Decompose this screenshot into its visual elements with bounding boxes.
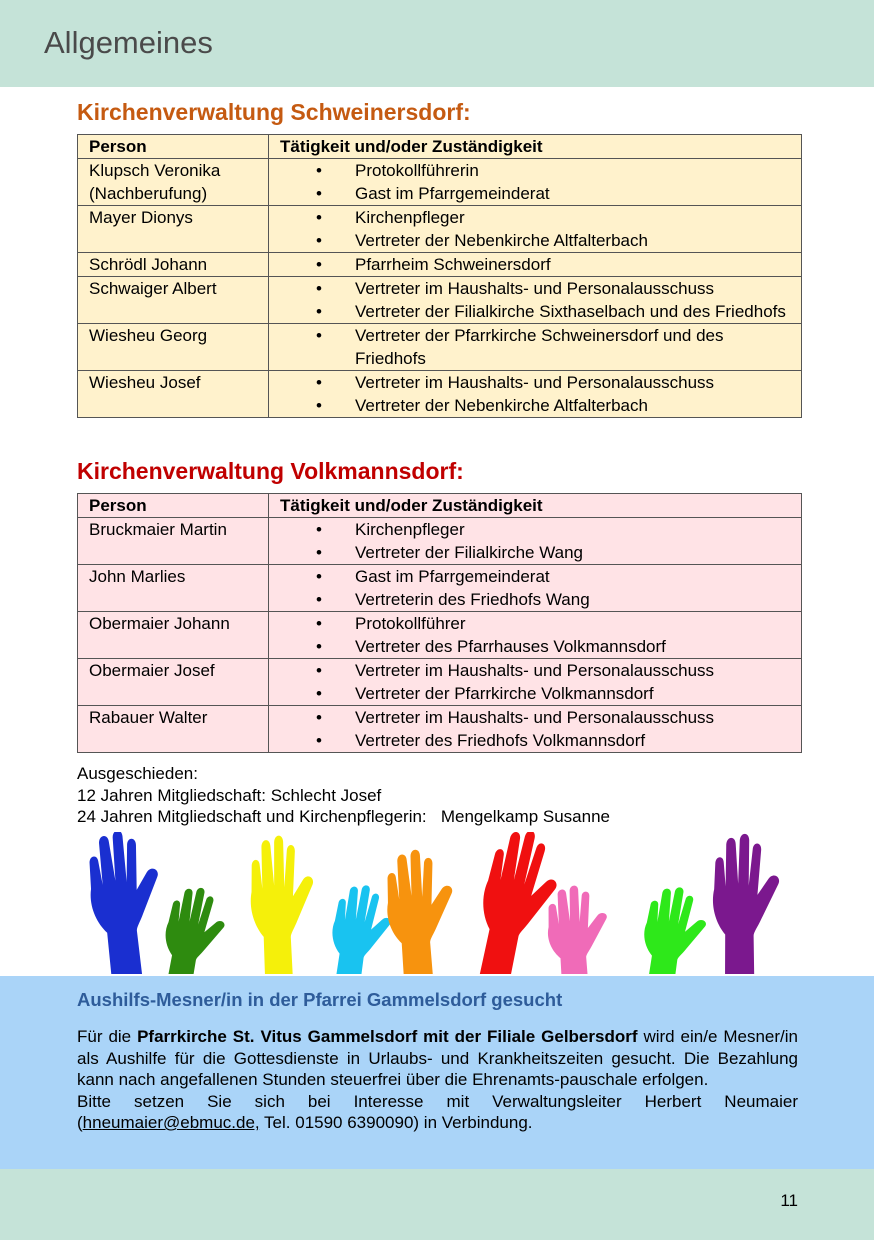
person-name: Bruckmaier Martin	[89, 520, 227, 539]
task-item: • Vertreter des Pfarrhauses Volkmannsdorf	[280, 635, 795, 658]
task-item: • Gast im Pfarrgemeinderat	[280, 182, 795, 205]
person-cell	[78, 371, 269, 418]
column-header-person: Person	[78, 135, 269, 159]
notice-text: Für die	[77, 1027, 138, 1046]
task-cell	[269, 706, 802, 753]
notice-box	[0, 976, 874, 1169]
person-name: Schrödl Johann	[89, 255, 208, 274]
task-item: • Gast im Pfarrgemeinderat	[280, 565, 795, 588]
task-list	[280, 612, 795, 658]
person-name: Klupsch Veronika	[89, 161, 221, 180]
person-name: Obermaier Josef	[89, 661, 215, 680]
hand-icon	[711, 833, 783, 974]
task-item: • Vertreter der Nebenkirche Altfalterbach	[280, 229, 795, 252]
page-footer	[0, 1169, 874, 1240]
notice-bold-text: Pfarrkirche St. Vitus Gammelsdorf mit der Filiale Gelbersdorf	[137, 1027, 638, 1046]
hand-icon	[246, 833, 320, 974]
task-item: • Pfarrheim Schweinersdorf	[280, 253, 795, 276]
notice-text: Tel. 01590 6390090) in Verbindung.	[259, 1113, 533, 1132]
task-item: • Vertreter im Haushalts- und Personalausschuss	[280, 659, 795, 682]
person-name: Mayer Dionys	[89, 208, 193, 227]
task-item: • Vertreter der Pfarrkirche Schweinersdorf und des Friedhofs	[280, 324, 795, 370]
person-cell	[78, 159, 269, 206]
notice-paragraph	[77, 1091, 798, 1134]
header-title: Allgemeines	[44, 25, 213, 60]
task-list	[280, 277, 795, 323]
person-cell	[78, 612, 269, 659]
person-name: Rabauer Walter	[89, 708, 208, 727]
task-cell	[269, 371, 802, 418]
person-name: John Marlies	[89, 567, 186, 586]
task-item: • Vertreter im Haushalts- und Personalausschuss	[280, 277, 795, 300]
table-row	[78, 612, 802, 659]
person-cell	[78, 565, 269, 612]
task-list	[280, 659, 795, 705]
table-header-row	[78, 135, 802, 159]
person-name: (Nachberufung)	[89, 184, 208, 203]
retired-line: 24 Jahren Mitgliedschaft und Kirchenpflegerin: Mengelkamp Susanne	[77, 807, 610, 826]
retired-line: 12 Jahren Mitgliedschaft: Schlecht Josef	[77, 785, 382, 805]
task-item: • Vertreter der Pfarrkirche Volkmannsdorf	[280, 682, 795, 705]
hand-icon	[638, 884, 710, 974]
task-list	[280, 518, 795, 564]
table-row	[78, 206, 802, 253]
notice-text: wird ein/e Mesner/in als Aushilfe für die Gottesdienste in Urlaubs- und Krankheitszeiten gesucht. Die Bezahlung kann nach angefallenen Stunden steuerfrei über die Ehrenamts-pauschale erfolgen.	[77, 1027, 798, 1089]
task-item: • Vertreter des Friedhofs Volkmannsdorf	[280, 729, 795, 752]
table-row	[78, 324, 802, 371]
table-header-row	[78, 494, 802, 518]
table-schweinersdorf	[77, 134, 802, 418]
hand-icon	[543, 883, 615, 974]
table-row	[78, 565, 802, 612]
retired-members	[77, 763, 610, 828]
person-cell	[78, 253, 269, 277]
task-cell	[269, 324, 802, 371]
task-item: • Kirchenpfleger	[280, 518, 795, 541]
task-item: • Vertreter der Filialkirche Sixthaselbach und des Friedhofs	[280, 300, 795, 323]
task-list	[280, 159, 795, 205]
section-title-schweinersdorf: Kirchenverwaltung Schweinersdorf:	[77, 99, 471, 125]
column-header-person: Person	[78, 494, 269, 518]
person-name: Wiesheu Georg	[89, 326, 208, 345]
table-body	[78, 518, 802, 753]
table-row	[78, 253, 802, 277]
task-cell	[269, 159, 802, 206]
task-list	[280, 324, 795, 370]
person-cell	[78, 659, 269, 706]
notice-title: Aushilfs-Mesner/in in der Pfarrei Gammelsdorf gesucht	[77, 989, 563, 1010]
task-cell	[269, 253, 802, 277]
table-row	[78, 706, 802, 753]
hand-icon	[468, 832, 565, 974]
task-item: • Protokollführerin	[280, 159, 795, 182]
task-item: • Vertreter im Haushalts- und Personalausschuss	[280, 371, 795, 394]
person-name: Obermaier Johann	[89, 614, 230, 633]
section-title-volkmannsdorf: Kirchenverwaltung Volkmannsdorf:	[77, 458, 464, 484]
task-list	[280, 706, 795, 752]
task-list	[280, 371, 795, 417]
task-item: • Kirchenpfleger	[280, 206, 795, 229]
person-cell	[78, 518, 269, 565]
task-cell	[269, 277, 802, 324]
hand-icon	[381, 846, 462, 974]
person-name: Wiesheu Josef	[89, 373, 201, 392]
task-item: • Vertreter im Haushalts- und Personalausschuss	[280, 706, 795, 729]
table-body	[78, 159, 802, 418]
notice-body	[77, 1026, 798, 1134]
notice-paragraph	[77, 1026, 798, 1091]
person-cell	[78, 706, 269, 753]
page-header	[0, 0, 874, 87]
colorful-hands-illustration	[78, 832, 790, 974]
table-volkmannsdorf	[77, 493, 802, 753]
person-cell	[78, 277, 269, 324]
page-number: 11	[780, 1191, 798, 1210]
retired-heading: Ausgeschieden:	[77, 764, 198, 783]
task-cell	[269, 612, 802, 659]
task-list	[280, 253, 795, 276]
table-row	[78, 277, 802, 324]
column-header-task: Tätigkeit und/oder Zuständigkeit	[269, 494, 802, 518]
task-item: • Vertreterin des Friedhofs Wang	[280, 588, 795, 611]
person-name: Schwaiger Albert	[89, 279, 217, 298]
task-list	[280, 206, 795, 252]
column-header-task: Tätigkeit und/oder Zuständigkeit	[269, 135, 802, 159]
task-item: • Vertreter der Nebenkirche Altfalterbach	[280, 394, 795, 417]
table-row	[78, 659, 802, 706]
table-row	[78, 371, 802, 418]
task-item: • Vertreter der Filialkirche Wang	[280, 541, 795, 564]
table-row	[78, 518, 802, 565]
hand-icon	[157, 884, 229, 974]
task-item: • Protokollführer	[280, 612, 795, 635]
email-link[interactable]: hneumaier@ebmuc.de,	[82, 1113, 260, 1132]
task-cell	[269, 206, 802, 253]
person-cell	[78, 206, 269, 253]
person-cell	[78, 324, 269, 371]
hand-icon	[326, 882, 394, 974]
notice-text: Bitte setzen Sie sich bei Interesse mit Verwaltungsleiter Herbert Neumaier (	[77, 1091, 798, 1132]
hand-icon	[82, 832, 173, 974]
task-cell	[269, 565, 802, 612]
table-row	[78, 159, 802, 206]
task-cell	[269, 518, 802, 565]
task-cell	[269, 659, 802, 706]
task-list	[280, 565, 795, 611]
